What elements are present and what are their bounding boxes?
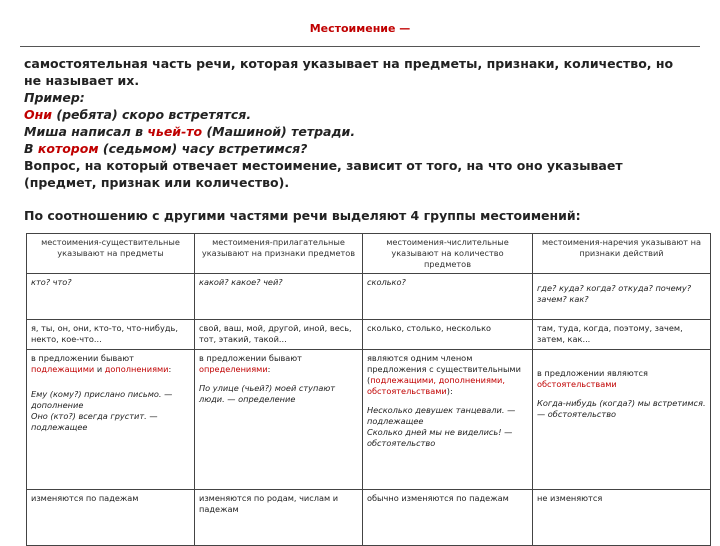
role-nouns-text-c: и (94, 364, 105, 374)
words-nouns: я, ты, он, они, кто-то, что-нибудь, некто, кое-что... (27, 320, 195, 350)
example-3-pronoun: котором (37, 141, 99, 156)
table-row-words (27, 320, 711, 350)
role-num-text-c: ): (446, 386, 453, 396)
example-1 (24, 106, 694, 123)
role-adv-text-a: в предложении являются (537, 368, 648, 378)
groups-heading: По соотношению с другими частями речи выделяют 4 группы местоимений: (24, 208, 581, 223)
table-row-role (27, 350, 711, 490)
role-adj-text-c: : (267, 364, 271, 374)
example-2-end: (Машиной) тетради. (202, 124, 356, 139)
role-adv-example: Когда-нибудь (когда?) мы встретимся. — обстоятельство (537, 398, 706, 419)
table-header-row (27, 234, 711, 274)
role-num-members: подлежащими, дополнениями, обстоятельствами (367, 375, 505, 396)
example-3-end: (седьмом) часу встретимся? (98, 141, 308, 156)
role-adj-attribute: определениями (199, 364, 268, 374)
slide-title: Местоимение — (309, 22, 411, 35)
example-label: Пример: (24, 90, 85, 105)
role-num-example-1: Несколько девушек танцевали. — подлежащее (367, 405, 516, 426)
changes-nouns: изменяются по падежам (27, 490, 195, 546)
changes-adverbs: не изменяются (533, 490, 711, 546)
words-adjectives: свой, ваш, мой, другой, иной, весь, тот, этакий, такой... (195, 320, 363, 350)
changes-numerals: обычно изменяются по падежам (363, 490, 533, 546)
table-row-changes (27, 490, 711, 546)
questions-nouns: кто? что? (27, 274, 195, 320)
example-3 (24, 140, 694, 157)
role-nouns-subject: подлежащими (31, 364, 95, 374)
question-note: Вопрос, на который отвечает местоимение, зависит от того, на что оно указывает (предмет, признак или количество). (24, 158, 623, 190)
questions-numerals: сколько? (363, 274, 533, 320)
words-adverbs: там, туда, когда, поэтому, зачем, затем, как... (533, 320, 711, 350)
example-2-start: Миша написал в (24, 124, 148, 139)
title-divider (20, 46, 700, 47)
role-nouns-text-e: : (168, 364, 172, 374)
role-num-example-2: Сколько дней мы не виделись! — обстоятельство (367, 427, 513, 448)
role-nouns-object: дополнениями (104, 364, 169, 374)
role-nouns-example-2: Оно (кто?) всегда грустит. — подлежащее (31, 411, 158, 432)
questions-adjectives: какой? какое? чей? (195, 274, 363, 320)
role-adv-circumstance: обстоятельствами (537, 379, 617, 389)
example-2-pronoun: чьей-то (147, 124, 203, 139)
role-adverbs (533, 350, 711, 490)
role-adj-example: По улице (чьей?) моей ступают люди. — определение (199, 383, 336, 404)
header-adverbs: местоимения-наречия указывают на признаки действий (533, 234, 711, 274)
header-adjectives: местоимения-прилагательные указывают на признаки предметов (195, 234, 363, 274)
role-adj-text-a: в предложении бывают (199, 353, 302, 363)
words-numerals: сколько, столько, несколько (363, 320, 533, 350)
role-numerals (363, 350, 533, 490)
role-nouns-example-1: Ему (кому?) прислано письмо. — дополнение (31, 389, 173, 410)
example-3-start: В (24, 141, 38, 156)
intro-text (24, 55, 694, 191)
example-1-rest: (ребята) скоро встретятся. (52, 107, 252, 122)
table-row-questions (27, 274, 711, 320)
header-nouns: местоимения-существительные указывают на предметы (27, 234, 195, 274)
role-adjectives (195, 350, 363, 490)
example-2 (24, 123, 694, 140)
pronoun-groups-table (26, 233, 711, 546)
role-num-text-a: являются одним членом предложения с существительными ( (367, 353, 521, 385)
role-nouns (27, 350, 195, 490)
example-1-pronoun: Они (24, 107, 53, 122)
questions-adverbs: где? куда? когда? откуда? почему? зачем? как? (533, 274, 711, 320)
definition: самостоятельная часть речи, которая указывает на предметы, признаки, количество, но не называет их. (24, 56, 674, 88)
header-numerals: местоимения-числительные указывают на количество предметов (363, 234, 533, 274)
changes-adjectives: изменяются по родам, числам и падежам (195, 490, 363, 546)
role-nouns-text-a: в предложении бывают (31, 353, 134, 363)
